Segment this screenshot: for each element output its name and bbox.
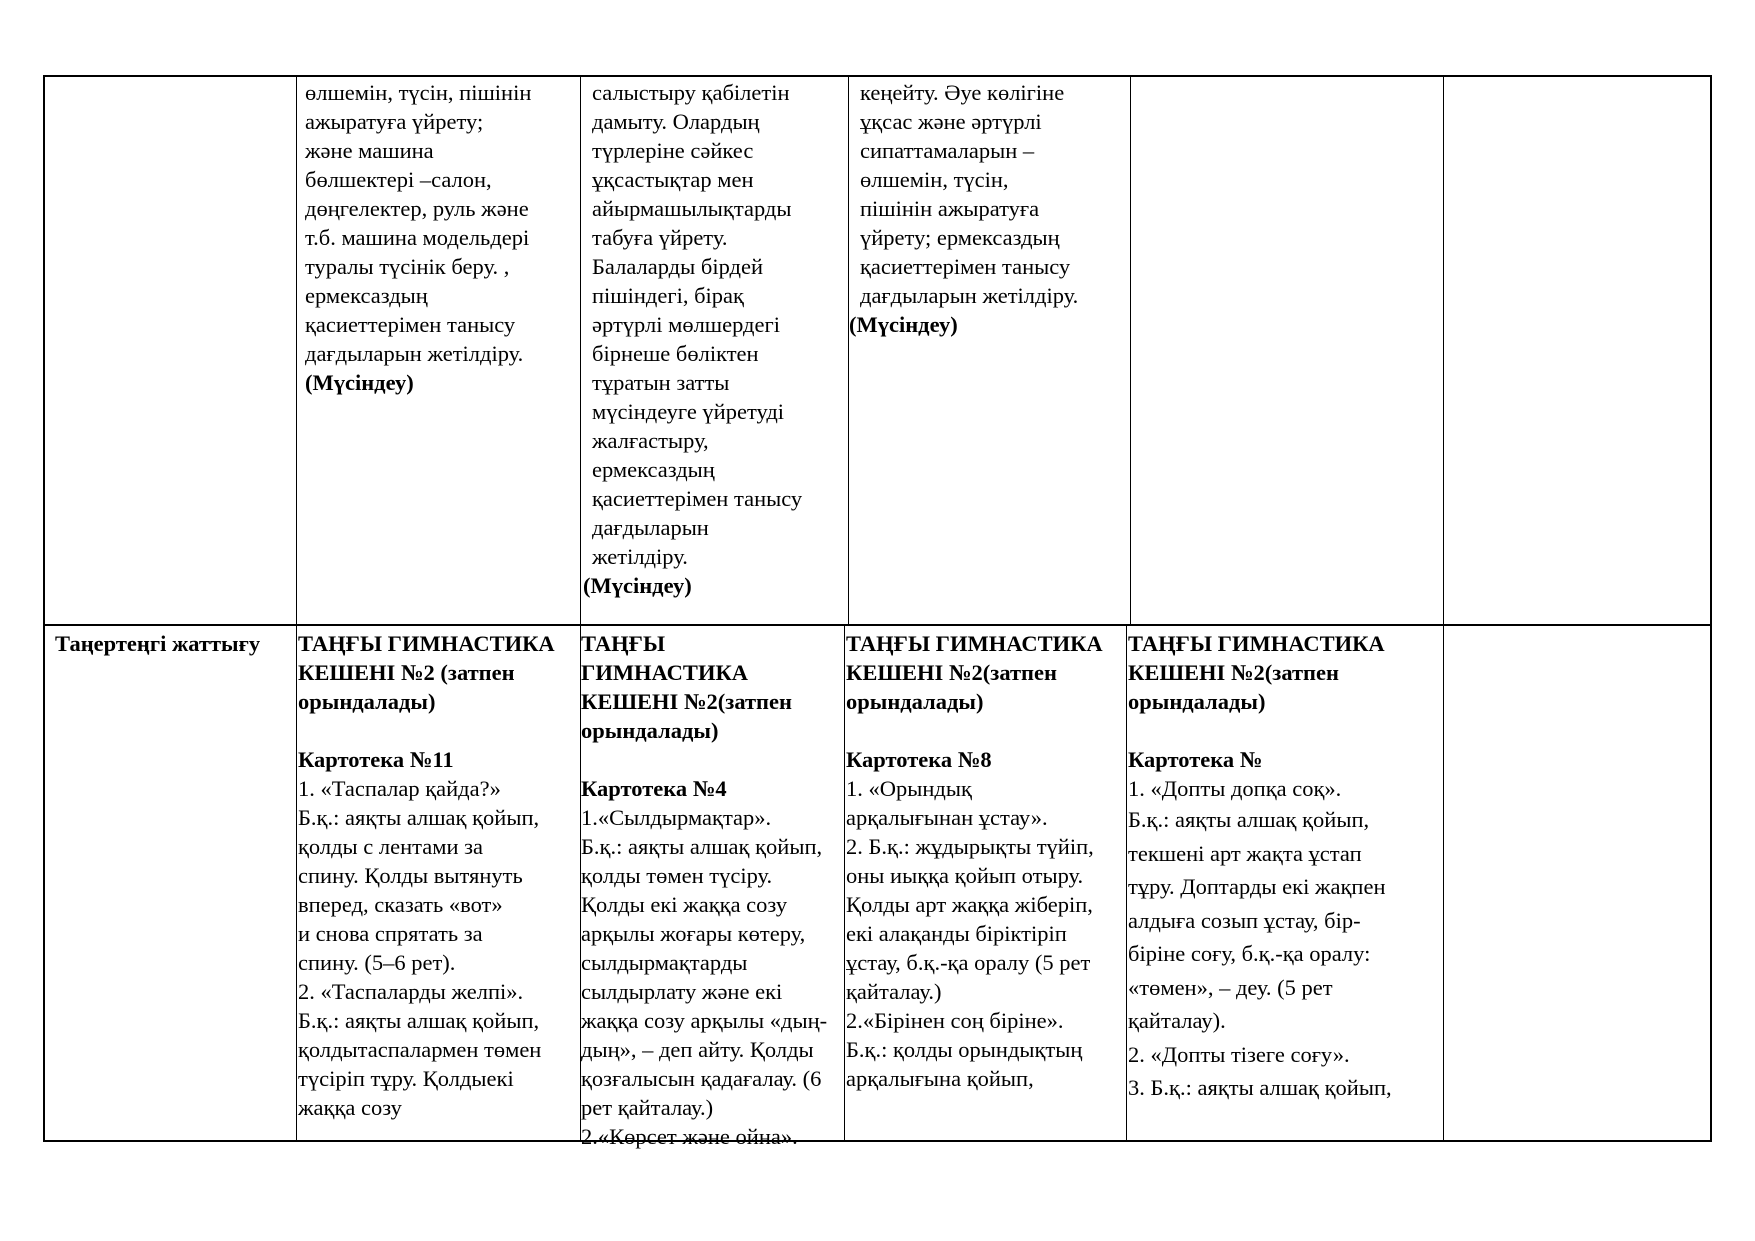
text-line: пішіндегі, бірақ: [592, 283, 744, 308]
row1-col3-text: [849, 78, 1079, 339]
column-divider-5: [1443, 75, 1444, 1142]
text-line: 1. «Допты допқа соқ».: [1128, 776, 1342, 801]
section-tag: (Мүсіндеу): [583, 573, 692, 598]
text-line: бөлшектері –салон,: [305, 167, 492, 192]
card-number: Картотека №4: [581, 776, 727, 801]
row2-col1-text: [298, 629, 555, 1122]
text-line: дың», – деп айту. Қолды: [581, 1037, 814, 1062]
text-line: Б.қ.: қолды орындықтың: [846, 1037, 1083, 1062]
text-line: кеңейту. Әуе көлігіне: [860, 80, 1065, 105]
text-line: жаққа созу: [298, 1095, 402, 1120]
text-line: туралы түсінік беру. ,: [305, 254, 510, 279]
section-tag: (Мүсіндеу): [305, 370, 414, 395]
text-line: түсіріп тұру. Қолдыекі: [298, 1066, 514, 1091]
text-line: түрлеріне сәйкес: [592, 138, 754, 163]
heading-line: КЕШЕНІ №2(затпен: [1128, 660, 1339, 685]
row1-col2-text: [583, 78, 803, 600]
text-line: қозғалысын қадағалау. (6: [581, 1066, 822, 1091]
text-line: Б.қ.: аяқты алшақ қойып,: [1128, 807, 1370, 832]
heading-line: ТАҢҒЫ ГИМНАСТИКА: [846, 631, 1103, 656]
text-line: ермексаздың: [592, 457, 715, 482]
text-line: вперед, сказать «вот»: [298, 892, 503, 917]
text-line: 2. «Допты тізеге соғу».: [1128, 1041, 1350, 1067]
text-line: дағдыларын жетілдіру.: [305, 341, 524, 366]
text-line: дамыту. Олардың: [592, 109, 760, 134]
text-line: ұқсастықтар мен: [592, 167, 754, 192]
text-line: Б.қ.: аяқты алшақ қойып,: [298, 1008, 540, 1033]
text-line: тұратын затты: [592, 370, 730, 395]
row2-col3-text: [846, 629, 1103, 1093]
spacer: [298, 716, 555, 745]
text-line: ермексаздың: [305, 283, 428, 308]
text-line: Балаларды бірдей: [592, 254, 764, 279]
text-line: 2.«Көрсет және ойна».: [581, 1124, 798, 1149]
text-line: мүсіндеуге үйретуді: [592, 399, 785, 424]
text-line: қасиеттерімен танысу: [305, 312, 516, 337]
text-line: Қолды екі жаққа созу: [581, 892, 788, 917]
text-line: пішінін ажыратуға: [860, 196, 1040, 221]
text-line: дөңгелектер, руль және: [305, 196, 529, 221]
text-line: алдыға созып ұстау, бір-: [1128, 907, 1361, 933]
text-line: тұру. Доптарды екі жақпен: [1128, 874, 1386, 899]
heading-line: КЕШЕНІ №2 (затпен: [298, 660, 515, 685]
text-line: арқалығынан ұстау».: [846, 805, 1048, 830]
text-line: салыстыру қабілетін: [592, 80, 790, 105]
heading-line: орындалады): [1128, 689, 1266, 714]
text-line: қасиеттерімен танысу: [860, 254, 1071, 279]
text-line: ажыратуға үйрету;: [305, 109, 484, 134]
text-line: ұстау, б.қ.-қа оралу (5 рет: [846, 950, 1091, 975]
text-line: Б.қ.: аяқты алшақ қойып,: [581, 834, 823, 859]
heading-line: ТАҢҒЫ ГИМНАСТИКА: [298, 631, 555, 656]
column-divider-3b: [844, 624, 845, 1142]
text-line: дағдыларын жетілдіру.: [860, 283, 1079, 308]
heading-line: ГИМНАСТИКА: [581, 660, 749, 685]
text-line: 1. «Орындық: [846, 776, 972, 801]
text-line: арқылы жоғары көтеру,: [581, 921, 806, 946]
row2-col2-text: [581, 629, 827, 1151]
heading-line: орындалады): [581, 718, 719, 743]
text-line: өлшемін, түсін,: [860, 167, 1009, 192]
table-right-border: [1710, 75, 1712, 1142]
text-line: жалғастыру,: [592, 428, 709, 453]
table-left-border: [43, 75, 45, 1142]
card-number: Картотека №8: [846, 747, 992, 772]
heading-line: ТАҢҒЫ ГИМНАСТИКА: [1128, 631, 1385, 656]
text-line: үйрету; ермексаздың: [860, 225, 1060, 250]
text-line: қолдытаспалармен төмен: [298, 1037, 542, 1062]
text-line: рет қайталау.): [581, 1095, 714, 1120]
text-line: спину. Қолды вытянуть: [298, 863, 523, 888]
text-line: Қолды арт жаққа жіберіп,: [846, 892, 1093, 917]
row-divider: [43, 624, 1712, 626]
text-line: сылдырлату және екі: [581, 979, 783, 1004]
text-line: текшені арт жақта ұстап: [1128, 840, 1362, 866]
text-line: ұқсас және әртүрлі: [860, 109, 1042, 134]
text-line: өлшемін, түсін, пішінін: [305, 80, 532, 105]
text-line: дағдыларын: [592, 515, 709, 540]
text-line: Б.қ.: аяқты алшақ қойып,: [298, 805, 540, 830]
text-line: арқалығына қойып,: [846, 1066, 1034, 1091]
column-divider-3a: [848, 75, 849, 625]
section-tag: (Мүсіндеу): [849, 312, 958, 337]
column-divider-1: [296, 75, 297, 1142]
spacer: [846, 716, 1103, 745]
text-line: және машина: [305, 138, 434, 163]
column-divider-4b: [1126, 624, 1127, 1142]
table-bottom-border: [43, 1140, 1712, 1142]
spacer: [581, 745, 827, 774]
heading-line: орындалады): [298, 689, 436, 714]
text-line: т.б. машина модельдері: [305, 225, 530, 250]
heading-line: КЕШЕНІ №2(затпен: [846, 660, 1057, 685]
text-line: и снова спрятать за: [298, 921, 483, 946]
text-line: әртүрлі мөлшердегі: [592, 312, 780, 337]
text-line: қолды төмен түсіру.: [581, 863, 773, 888]
text-line: бірнеше бөліктен: [592, 341, 759, 366]
text-line: табуға үйрету.: [592, 225, 728, 250]
text-line: сылдырмақтарды: [581, 950, 748, 975]
text-line: 3. Б.қ.: аяқты алшақ қойып,: [1128, 1075, 1392, 1100]
text-line: қайталау).: [1128, 1008, 1226, 1033]
text-line: оны иыққа қойып отыру.: [846, 863, 1084, 888]
row2-col4-text: [1128, 629, 1392, 1105]
row-label-morning-exercise: Таңертеңгі жаттығу: [55, 631, 261, 656]
text-line: біріне соғу, б.қ.-қа оралу:: [1128, 941, 1371, 966]
text-line: 1. «Таспалар қайда?»: [298, 776, 501, 801]
text-line: жетілдіру.: [592, 544, 688, 569]
heading-line: орындалады): [846, 689, 984, 714]
text-line: 1.«Сылдырмақтар».: [581, 805, 772, 830]
row1-col1-text: [305, 78, 531, 397]
card-number: Картотека №11: [298, 747, 454, 772]
table-top-border: [43, 75, 1712, 77]
text-line: қасиеттерімен танысу: [592, 486, 803, 511]
text-line: спину. (5–6 рет).: [298, 950, 456, 975]
text-line: 2.«Бірінен соң біріне».: [846, 1008, 1064, 1033]
text-line: қайталау.): [846, 979, 942, 1004]
spacer: [1128, 716, 1392, 745]
text-line: сипаттамаларын –: [860, 138, 1035, 163]
column-divider-4a: [1130, 75, 1131, 625]
heading-line: КЕШЕНІ №2(затпен: [581, 689, 792, 714]
text-line: қолды с лентами за: [298, 834, 484, 859]
text-line: 2. «Таспаларды желпі».: [298, 979, 524, 1004]
text-line: «төмен», – деу. (5 рет: [1128, 974, 1333, 1000]
text-line: айырмашылықтарды: [592, 196, 792, 221]
text-line: 2. Б.қ.: жұдырықты түйіп,: [846, 834, 1094, 859]
text-line: екі алақанды біріктіріп: [846, 921, 1067, 946]
text-line: жаққа созу арқылы «дың-: [581, 1008, 828, 1033]
heading-line: ТАҢҒЫ: [581, 631, 666, 656]
card-number: Картотека №: [1128, 747, 1263, 772]
